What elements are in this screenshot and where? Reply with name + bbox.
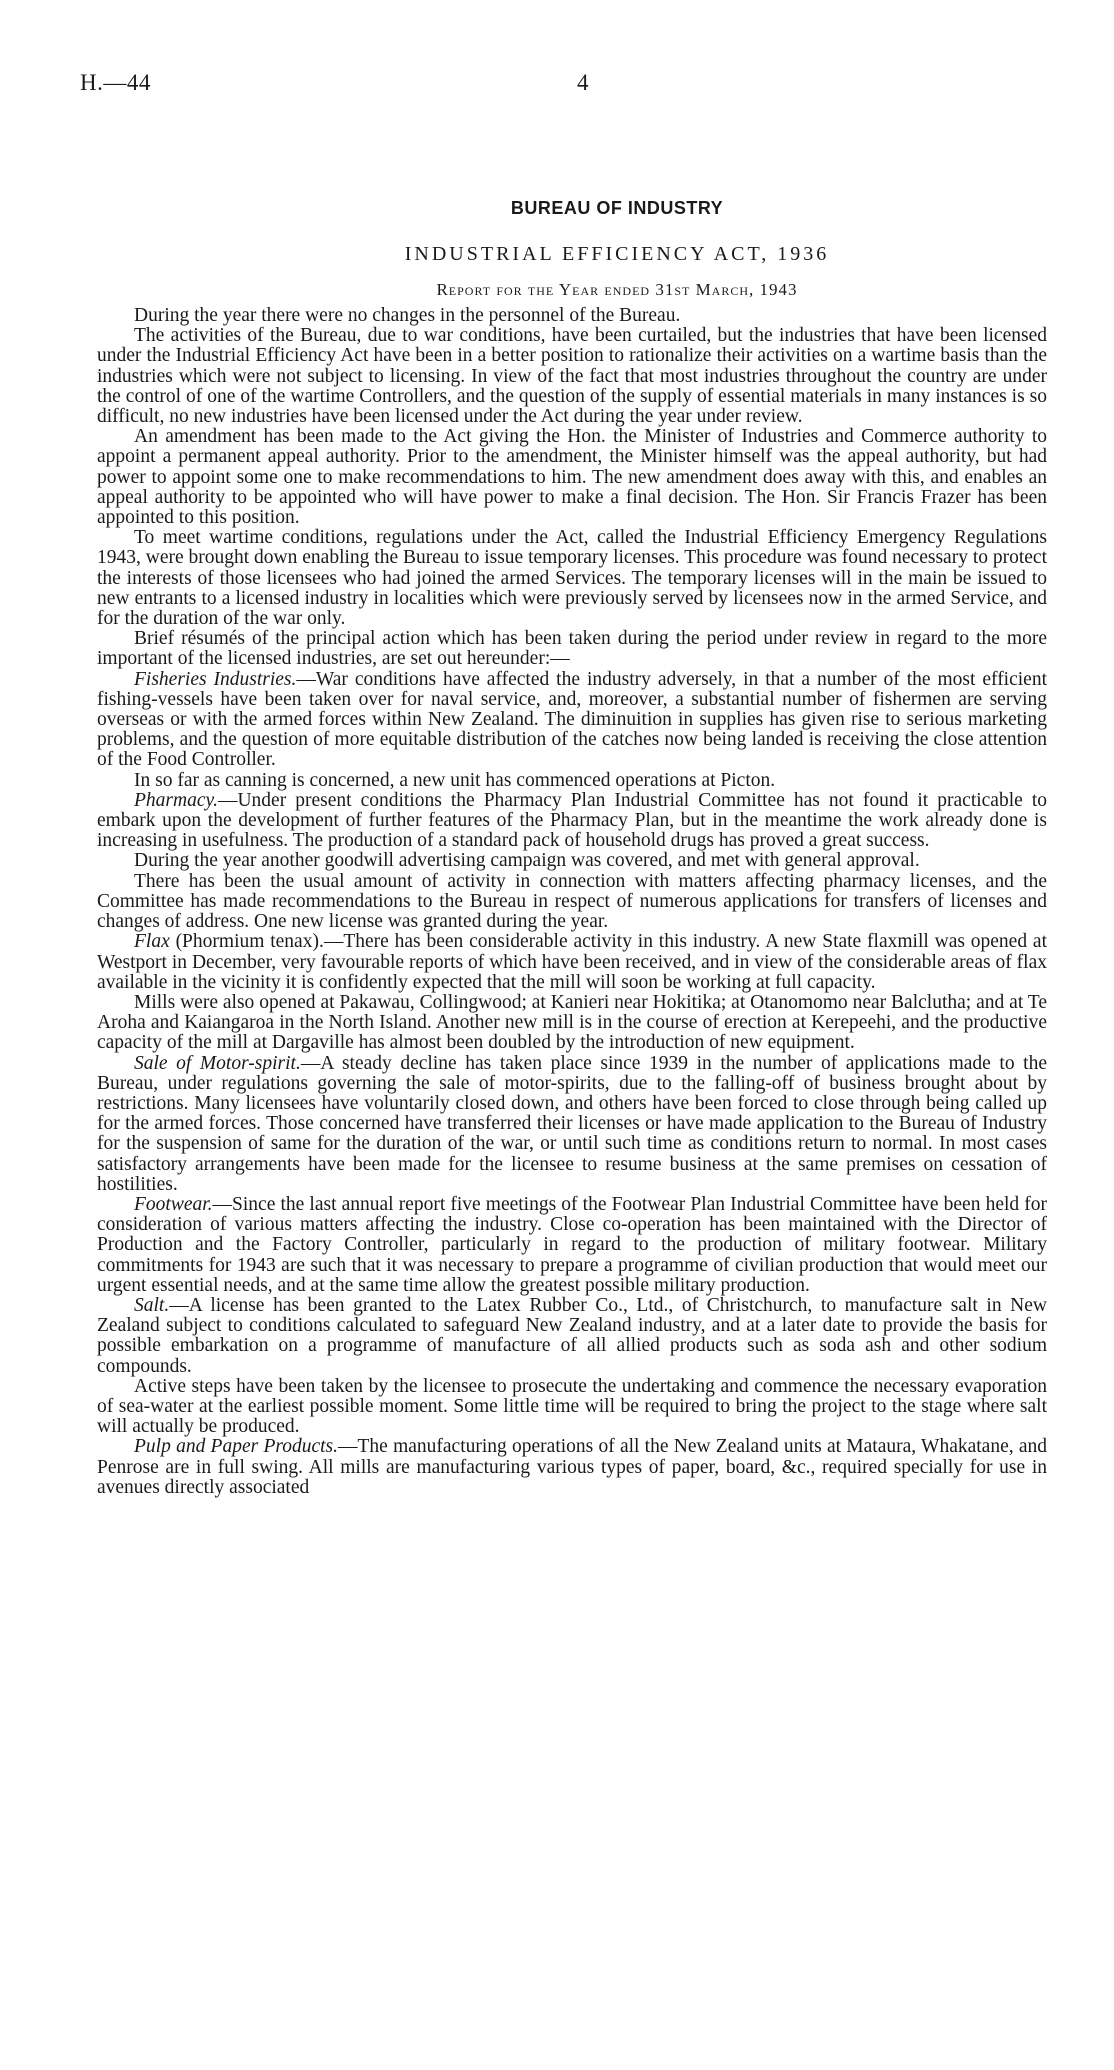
paragraph-text: —A steady decline has taken place since 1939 in the number of applications made to the Bureau, under regulations governing the sale of motor-spirits, due to the falling-off of business brought about by restrictions. Many licensees have voluntarily closed down, and others have been forced to close through being called up for the armed forces. Those concerned have transferred their licenses or have made application to the Bureau of Industry for the suspension of same for the duration of the war, or until such time as conditions return to normal. In most cases satisfactory arrangements have been made for the licensee to resume business at the same premises on cessation of hostilities. bbox=[97, 1052, 1047, 1195]
report-body bbox=[97, 306, 1047, 1498]
paragraph-text: During the year another goodwill advertising campaign was covered, and met with general approval. bbox=[134, 850, 920, 872]
paragraph-text: —Since the last annual report five meetings of the Footwear Plan Industrial Committee have been held for consideration of various matters affecting the industry. Close co-operation has been maintained with the Director of Production and the Factory Controller, particularly in regard to the production of military footwear. Military commitments for 1943 are such that it was necessary to prepare a programme of civilian production that would meet our urgent essential needs, and at the same time allow the greatest possible military production. bbox=[97, 1193, 1047, 1296]
act-title: INDUSTRIAL EFFICIENCY ACT, 1936 bbox=[404, 243, 830, 265]
paragraph-text: —A license has been granted to the Latex Rubber Co., Ltd., of Christchurch, to manufacture salt in New Zealand subject to conditions calculated to safeguard New Zealand industry, and at a later date to provide the basis for possible embarkation on a programme of manufacture of all allied products such as soda ash and other sodium compounds. bbox=[97, 1294, 1047, 1377]
paragraph-motor-spirit bbox=[97, 1054, 1047, 1195]
paragraph bbox=[97, 771, 1047, 791]
paragraph-heading: Salt. bbox=[134, 1294, 170, 1316]
document-page bbox=[80, 60, 1047, 1498]
paragraph-text: In so far as canning is concerned, a new unit has commenced operations at Picton. bbox=[134, 769, 776, 791]
paragraph-text: —Under present conditions the Pharmacy Plan Industrial Committee has not found it practicable to embark upon the development of further features of the Pharmacy Plan, but in the meantime the work already done is increasing in usefulness. The production of a standard pack of household drugs has proved a great success. bbox=[97, 789, 1047, 852]
paragraph-heading: Footwear. bbox=[134, 1193, 213, 1215]
report-subtitle: Report for the Year ended 31st March, 1943 bbox=[436, 280, 798, 299]
paragraph-heading: Pharmacy. bbox=[134, 789, 218, 811]
paragraph bbox=[97, 629, 1047, 669]
page-header bbox=[80, 60, 1047, 100]
paragraph-text: Mills were also opened at Pakawau, Collingwood; at Kanieri near Hokitika; at Otanomomo near Balclutha; and at Te Aroha and Kaiangaroa in the North Island. Another new mill is in the course of erection at Kerepeehi, and the productive capacity of the mill at Dargaville has almost been doubled by the introduction of new equipment. bbox=[97, 991, 1047, 1054]
paragraph-flax bbox=[97, 932, 1047, 993]
paragraph-pulp-paper bbox=[97, 1437, 1047, 1498]
paragraph-text: —The manufacturing operations of all the New Zealand units at Mataura, Whakatane, and Penrose are in full swing. All mills are manufacturing various types of paper, board, &c., required specially for use in avenues directly associated bbox=[97, 1436, 1047, 1498]
paragraph-text: To meet wartime conditions, regulations under the Act, called the Industrial Efficiency Emergency Regulations 1943, were brought down enabling the Bureau to issue temporary licenses. This procedure was found necessary to protect the interests of those licensees who had joined the armed Services. The temporary licenses will in the main be issued to new entrants to a licensed industry in localities which were previously served by licensees now in the armed Service, and for the duration of the war only. bbox=[97, 527, 1047, 630]
paragraph-heading: Sale of Motor-spirit. bbox=[134, 1052, 301, 1074]
page-number: 4 bbox=[577, 70, 589, 95]
paragraph bbox=[97, 427, 1047, 528]
paragraph-text: —War conditions have affected the industry adversely, in that a number of the most efficient fishing-vessels have been taken over for naval service, and, moreover, a substantial number of fishermen are serving overseas or with the armed forces within New Zealand. The diminuition in supplies has given rise to serious marketing problems, and the question of more equitable distribution of the catches now being landed is receiving the close attention of the Food Controller. bbox=[97, 668, 1047, 771]
paragraph-heading: Fisheries Industries. bbox=[134, 668, 297, 690]
paragraph bbox=[97, 993, 1047, 1054]
paragraph-text: Active steps have been taken by the licensee to prosecute the undertaking and commence the necessary evaporation of sea-water at the earliest possible moment. Some little time will be required to bring the project to the stage where salt will actually be produced. bbox=[97, 1375, 1047, 1438]
paragraph-text: There has been the usual amount of activity in connection with matters affecting pharmacy licenses, and the Committee has made recommendations to the Bureau in respect of numerous applications for transfers of licenses and changes of address. One new license was granted during the year. bbox=[97, 870, 1047, 933]
paragraph bbox=[97, 1377, 1047, 1438]
paragraph-pharmacy bbox=[97, 791, 1047, 852]
paragraph bbox=[97, 306, 1047, 326]
paragraph-heading: Flax bbox=[134, 931, 170, 953]
paragraph bbox=[97, 872, 1047, 933]
paragraph bbox=[97, 851, 1047, 871]
paragraph-footwear bbox=[97, 1195, 1047, 1296]
page-reference: H.—44 bbox=[80, 70, 151, 95]
section-title: BUREAU OF INDUSTRY bbox=[510, 198, 724, 218]
paragraph bbox=[97, 528, 1047, 629]
paragraph-text: (Phormium tenax).—There has been considerable activity in this industry. A new State flaxmill was opened at Westport in December, very favourable reports of which have been received, and in view of the considerable areas of flax available in the vicinity it is confidently expected that the mill will soon be working at full capacity. bbox=[97, 931, 1047, 993]
paragraph-heading: Pulp and Paper Products. bbox=[134, 1436, 339, 1458]
paragraph-text: The activities of the Bureau, due to war conditions, have been curtailed, but the industries that have been licensed under the Industrial Efficiency Act have been in a better position to rationalize their activities on a wartime basis than the industries which were not subject to licensing. In view of the fact that most industries throughout the country are under the control of one of the wartime Controllers, and the question of the supply of essential materials in many instances is so difficult, no new industries have been licensed under the Act during the year under review. bbox=[97, 325, 1047, 428]
paragraph-text: An amendment has been made to the Act giving the Hon. the Minister of Industries and Commerce authority to appoint a permanent appeal authority. Prior to the amendment, the Minister himself was the appeal authority, but had power to appoint some one to make recommendations to him. The new amendment does away with this, and enables an appeal authority to be appointed who will have power to make a final decision. The Hon. Sir Francis Frazer has been appointed to this position. bbox=[97, 426, 1047, 529]
paragraph-salt bbox=[97, 1296, 1047, 1377]
paragraph-fisheries bbox=[97, 670, 1047, 771]
paragraph-text: Brief résumés of the principal action which has been taken during the period under review in regard to the more important of the licensed industries, are set out hereunder:— bbox=[97, 628, 1047, 670]
paragraph-text: During the year there were no changes in the personnel of the Bureau. bbox=[134, 305, 681, 326]
paragraph bbox=[97, 326, 1047, 427]
